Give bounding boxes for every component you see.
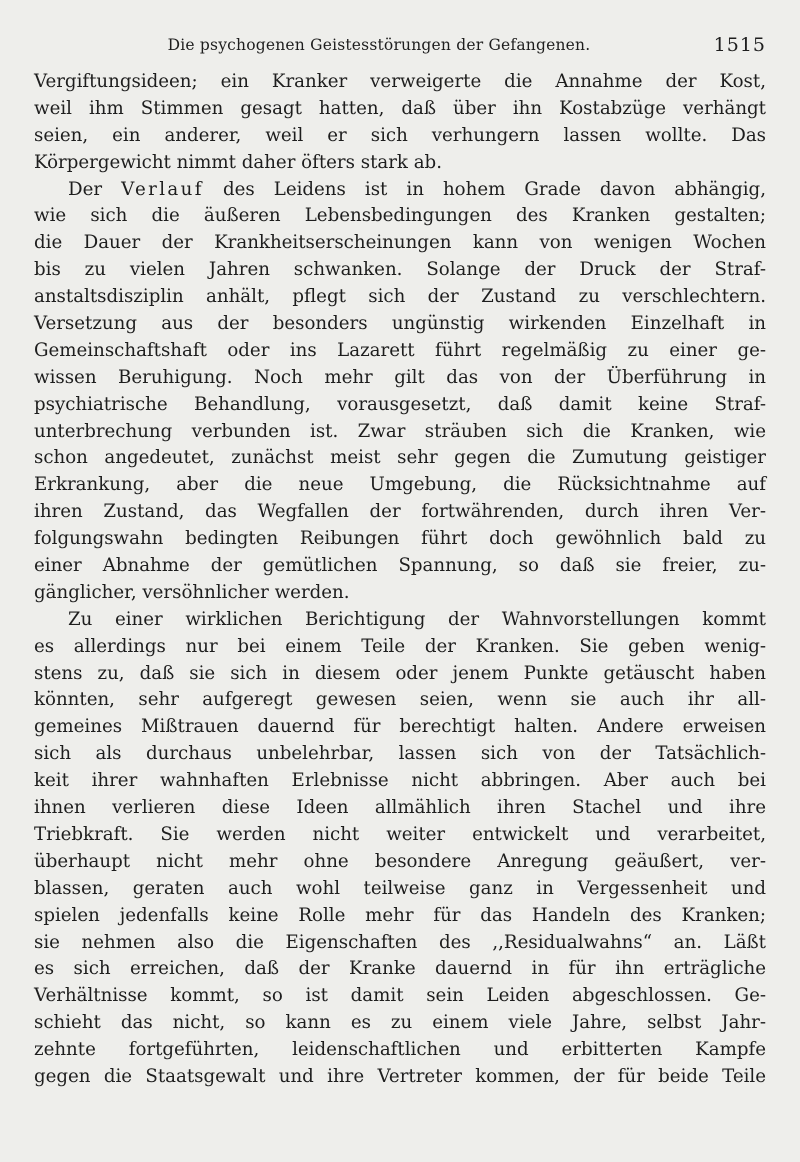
text-line: sie nehmen also die Eigenschaften des ,,Residualwahns“ an. Läßt — [34, 931, 766, 953]
text-line: unterbrechung verbunden ist. Zwar sträuben sich die Kranken, wie — [34, 420, 766, 442]
text-line: bis zu vielen Jahren schwanken. Solange der Druck der Straf- — [34, 259, 766, 281]
text-line: psychiatrische Behandlung, vorausgesetzt, daß damit keine Straf- — [34, 393, 766, 415]
text-line: Gemeinschaftshaft oder ins Lazarett führt regelmäßig zu einer ge- — [34, 339, 766, 361]
text-line: einer Abnahme der gemütlichen Spannung, so daß sie freier, zu- — [34, 555, 766, 577]
paragraph-1 — [34, 69, 766, 177]
text-line: es allerdings nur bei einem Teile der Kranken. Sie geben wenig- — [34, 635, 766, 657]
text-line: spielen jedenfalls keine Rolle mehr für das Handeln des Kranken; — [34, 904, 766, 926]
text-line: weil ihm Stimmen gesagt hatten, daß über ihn Kostabzüge verhängt — [34, 97, 766, 119]
text-line: schon angedeutet, zunächst meist sehr gegen die Zumutung geistiger — [34, 447, 766, 469]
text-line: gänglicher, versöhnlicher werden. — [34, 581, 350, 603]
text-line: anstaltsdisziplin anhält, pflegt sich der Zustand zu verschlechtern. — [34, 286, 766, 308]
text-line: die Dauer der Krankheitserscheinungen kann von wenigen Wochen — [34, 232, 766, 254]
body-text — [34, 69, 766, 1091]
text-line: schieht das nicht, so kann es zu einem viele Jahre, selbst Jahr- — [34, 1012, 766, 1034]
lead-rest: des Leidens ist in hohem Grade davon abhängig, — [222, 178, 766, 200]
page-header — [34, 34, 766, 60]
text-line: Vergiftungsideen; ein Kranker verweigerte die Annahme der Kost, — [34, 71, 766, 92]
text-line: sich als durchaus unbelehrbar, lassen sich von der Tatsächlich- — [34, 743, 766, 765]
running-title: Die psychogenen Geistesstörungen der Gefangenen. — [167, 36, 591, 54]
emphasized-term: Verlauf — [121, 178, 204, 200]
paragraph-3 — [34, 607, 766, 1091]
text-line: Triebkraft. Sie werden nicht weiter entwickelt und verarbeitet, — [34, 823, 766, 845]
text-line: wie sich die äußeren Lebensbedingungen des Kranken gestalten; — [34, 205, 766, 227]
text-line: Versetzung aus der besonders ungünstig wirkenden Einzelhaft in — [34, 313, 766, 335]
text-line: Zu einer wirklichen Berichtigung der Wahnvorstellungen kommt — [68, 608, 766, 630]
text-line: überhaupt nicht mehr ohne besondere Anregung geäußert, ver- — [34, 850, 766, 872]
text-line: Verhältnisse kommt, so ist damit sein Leiden abgeschlossen. Ge- — [34, 985, 766, 1007]
text-line: gegen die Staatsgewalt und ihre Vertreter kommen, der für beide Teile — [34, 1065, 766, 1087]
text-line: keit ihrer wahnhaften Erlebnisse nicht abbringen. Aber auch bei — [34, 770, 766, 792]
text-line: Erkrankung, aber die neue Umgebung, die Rücksichtnahme auf — [34, 474, 766, 496]
text-line: zehnte fortgeführten, leidenschaftlichen und erbitterten Kampfe — [34, 1039, 766, 1061]
page-number: 1515 — [713, 34, 766, 56]
text-line: gemeines Mißtrauen dauernd für berechtigt halten. Andere erweisen — [34, 716, 766, 738]
text-line: wissen Beruhigung. Noch mehr gilt das von der Überführung in — [34, 366, 766, 388]
text-line: folgungswahn bedingten Reibungen führt doch gewöhnlich bald zu — [34, 528, 766, 550]
paragraph-2 — [34, 177, 766, 607]
text-line: Körpergewicht nimmt daher öfters stark ab. — [34, 151, 442, 173]
text-line: blassen, geraten auch wohl teilweise ganz in Vergessenheit und — [34, 877, 766, 899]
text-line — [34, 177, 766, 204]
text-line: ihnen verlieren diese Ideen allmählich ihren Stachel und ihre — [34, 797, 766, 819]
text-line: könnten, sehr aufgeregt gewesen seien, wenn sie auch ihr all- — [34, 689, 766, 711]
text-line: seien, ein anderer, weil er sich verhungern lassen wollte. Das — [34, 124, 766, 146]
text-line: stens zu, daß sie sich in diesem oder jenem Punkte getäuscht haben — [34, 662, 766, 684]
text-line: ihren Zustand, das Wegfallen der fortwährenden, durch ihren Ver- — [34, 501, 766, 523]
text-line: es sich erreichen, daß der Kranke dauernd in für ihn erträgliche — [34, 958, 766, 980]
lead-word: Der — [68, 178, 103, 200]
